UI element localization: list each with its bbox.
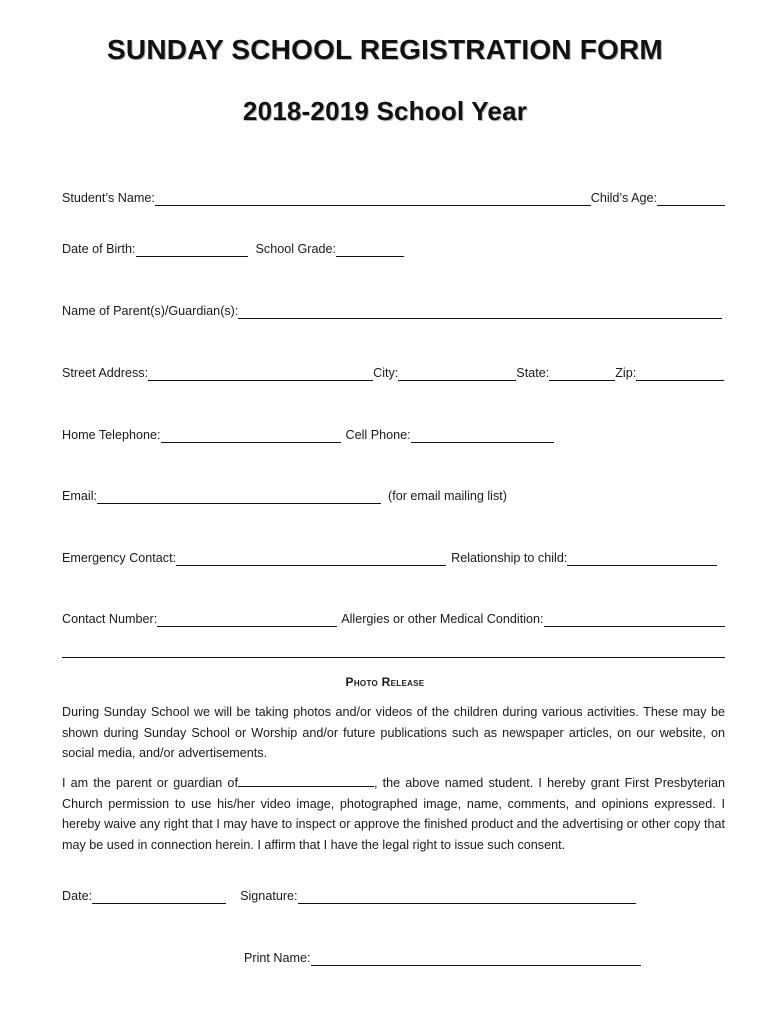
allergies-label: Allergies or other Medical Condition: <box>341 612 544 626</box>
allergies-field[interactable] <box>544 611 725 627</box>
state-field[interactable] <box>549 365 615 381</box>
date-label: Date: <box>62 889 93 903</box>
consent-text-end: , the above named student. I hereby grant First Presbyterian Church permission to use his/her video image, photographed image, name, comments, and opinions expressed. I hereby waive any right that I may have to inspect or approve the finished product and the advertising or other copy that may be used in connection herein. I affirm that I have the legal right to issue such consent. <box>62 776 725 852</box>
emergency-contact-label: Emergency Contact: <box>62 551 177 565</box>
cell-phone-field[interactable] <box>411 427 554 443</box>
email-row <box>62 484 725 504</box>
print-name-row <box>244 946 664 966</box>
school-grade-label: School Grade: <box>255 242 337 256</box>
date-of-birth-field[interactable] <box>136 241 248 257</box>
contact-number-label: Contact Number: <box>62 612 158 626</box>
student-name-consent-field[interactable] <box>238 773 374 787</box>
home-telephone-field[interactable] <box>161 427 341 443</box>
photo-release-paragraph-2 <box>62 773 725 855</box>
school-grade-field[interactable] <box>336 241 404 257</box>
child-age-label: Child’s Age: <box>590 191 657 205</box>
print-name-label: Print Name: <box>244 951 311 965</box>
form-title: SUNDAY SCHOOL REGISTRATION FORM <box>107 34 663 65</box>
relationship-label: Relationship to child: <box>451 551 568 565</box>
school-year-subtitle: 2018-2019 School Year <box>242 96 528 126</box>
medical-continuation-line[interactable] <box>62 657 725 658</box>
signature-field[interactable] <box>298 888 636 904</box>
photo-release-paragraph-1: During Sunday School we will be taking photos and/or videos of the children during various activities. These may be shown during Sunday School or Worship and/or future publications such as newspaper articles, on our website, on social media, and/or advertisements. <box>62 705 725 761</box>
address-row <box>62 361 724 381</box>
zip-label: Zip: <box>615 366 637 380</box>
home-telephone-label: Home Telephone: <box>62 428 161 442</box>
email-note: (for email mailing list) <box>388 489 507 503</box>
street-address-label: Street Address: <box>62 366 149 380</box>
medical-row <box>62 607 725 627</box>
print-name-field[interactable] <box>311 950 641 966</box>
parent-row <box>62 299 722 319</box>
city-field[interactable] <box>398 365 516 381</box>
date-field[interactable] <box>92 888 226 904</box>
city-label: City: <box>373 366 399 380</box>
student-row <box>62 186 725 206</box>
relationship-field[interactable] <box>567 550 717 566</box>
date-of-birth-label: Date of Birth: <box>62 242 136 256</box>
photo-release-heading: Photo Release <box>345 675 425 689</box>
dob-row <box>62 237 725 257</box>
signature-label: Signature: <box>240 889 298 903</box>
consent-text-start: I am the parent or guardian of <box>62 776 238 790</box>
parent-name-field[interactable] <box>238 303 722 319</box>
emergency-contact-field[interactable] <box>176 550 446 566</box>
child-age-field[interactable] <box>657 190 725 206</box>
email-field[interactable] <box>97 488 381 504</box>
email-label: Email: <box>62 489 97 503</box>
signature-row <box>62 884 725 904</box>
student-name-field[interactable] <box>155 190 591 206</box>
contact-number-field[interactable] <box>157 611 337 627</box>
phone-row <box>62 423 725 443</box>
zip-field[interactable] <box>636 365 724 381</box>
state-label: State: <box>516 366 550 380</box>
cell-phone-label: Cell Phone: <box>345 428 411 442</box>
emergency-row <box>62 546 717 566</box>
parent-name-label: Name of Parent(s)/Guardian(s): <box>62 304 239 318</box>
street-address-field[interactable] <box>148 365 373 381</box>
student-name-label: Student’s Name: <box>62 191 155 205</box>
